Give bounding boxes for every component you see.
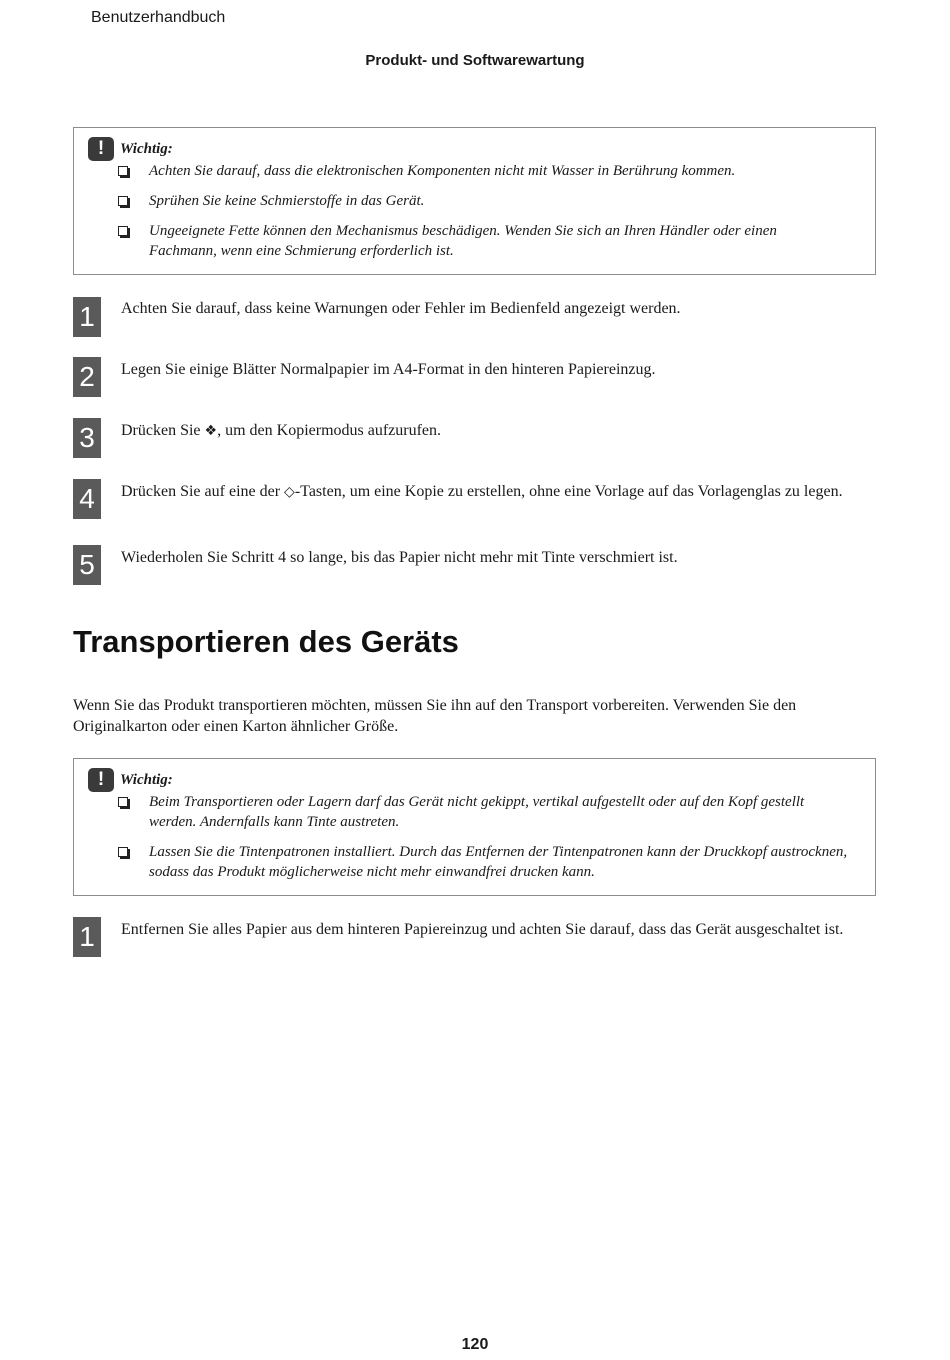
note-header <box>88 768 173 792</box>
checkbox-bullet-icon <box>118 226 128 236</box>
important-note-box <box>73 127 876 275</box>
section-header: Produkt- und Softwarewartung <box>365 52 585 69</box>
step-text: Achten Sie darauf, dass keine Warnungen oder Fehler im Bedienfeld angezeigt werden. <box>121 300 681 317</box>
section-heading: Transportieren des Geräts <box>73 624 459 659</box>
note-item <box>118 792 848 832</box>
step-number: 4 <box>73 479 101 519</box>
step-number: 1 <box>73 297 101 337</box>
checkbox-bullet-icon <box>118 166 128 176</box>
note-header <box>88 137 173 161</box>
note-title: Wichtig: <box>120 140 173 157</box>
warning-exclamation-icon: ! <box>88 768 114 792</box>
step-text: Wiederholen Sie Schritt 4 so lange, bis das Papier nicht mehr mit Tinte verschmiert ist. <box>121 549 678 566</box>
warning-exclamation-icon: ! <box>88 137 114 161</box>
note-item <box>118 221 848 261</box>
start-button-icon: ◇ <box>284 484 295 500</box>
note-item <box>118 161 848 181</box>
note-item <box>118 191 848 211</box>
step-text <box>121 420 871 442</box>
manual-title: Benutzerhandbuch <box>91 9 226 26</box>
step-text <box>121 481 871 503</box>
step-number: 1 <box>73 917 101 957</box>
step-text-part: Drücken Sie auf eine der <box>121 483 285 500</box>
copy-mode-icon: ❖ <box>204 423 218 439</box>
checkbox-bullet-icon <box>118 847 128 857</box>
step-text-part: -Tasten, um eine Kopie zu erstellen, ohne eine Vorlage auf das Vorlagenglas zu legen. <box>294 483 843 500</box>
step-number: 3 <box>73 418 101 458</box>
step-number: 2 <box>73 357 101 397</box>
note-title: Wichtig: <box>120 771 173 788</box>
step-text: Legen Sie einige Blätter Normalpapier im A4-Format in den hinteren Papiereinzug. <box>121 361 656 378</box>
important-note-box <box>73 758 876 896</box>
note-item-text: Achten Sie darauf, dass die elektronischen Komponenten nicht mit Wasser in Berührung kommen. <box>149 163 736 179</box>
note-item-text: Ungeeignete Fette können den Mechanismus beschädigen. Wenden Sie sich an Ihren Händler oder einen Fachmann, wenn eine Schmierung erforderlich ist. <box>149 223 777 259</box>
step-text: Entfernen Sie alles Papier aus dem hinteren Papiereinzug und achten Sie darauf, dass das Gerät ausgeschaltet ist. <box>121 921 844 938</box>
note-item-text: Lassen Sie die Tintenpatronen installiert. Durch das Entfernen der Tintenpatronen kann der Druckkopf austrocknen, sodass das Produkt möglicherweise nicht mehr einwandfrei drucken kann. <box>149 844 848 880</box>
note-item-text: Beim Transportieren oder Lagern darf das Gerät nicht gekippt, vertikal aufgestellt oder auf den Kopf gestellt werden. Andernfalls kann Tinte austreten. <box>149 794 805 830</box>
step-number: 5 <box>73 545 101 585</box>
note-item-text: Sprühen Sie keine Schmierstoffe in das Gerät. <box>149 193 425 209</box>
step-text-part: , um den Kopiermodus aufzurufen. <box>217 422 442 439</box>
section-paragraph: Wenn Sie das Produkt transportieren möchten, müssen Sie ihn auf den Transport vorbereiten. Verwenden Sie den Originalkarton oder einen Karton ähnlicher Größe. <box>73 697 797 735</box>
page-number: 120 <box>461 1336 489 1353</box>
checkbox-bullet-icon <box>118 196 128 206</box>
note-item <box>118 842 848 882</box>
checkbox-bullet-icon <box>118 797 128 807</box>
step-text-part: Drücken Sie <box>121 422 205 439</box>
